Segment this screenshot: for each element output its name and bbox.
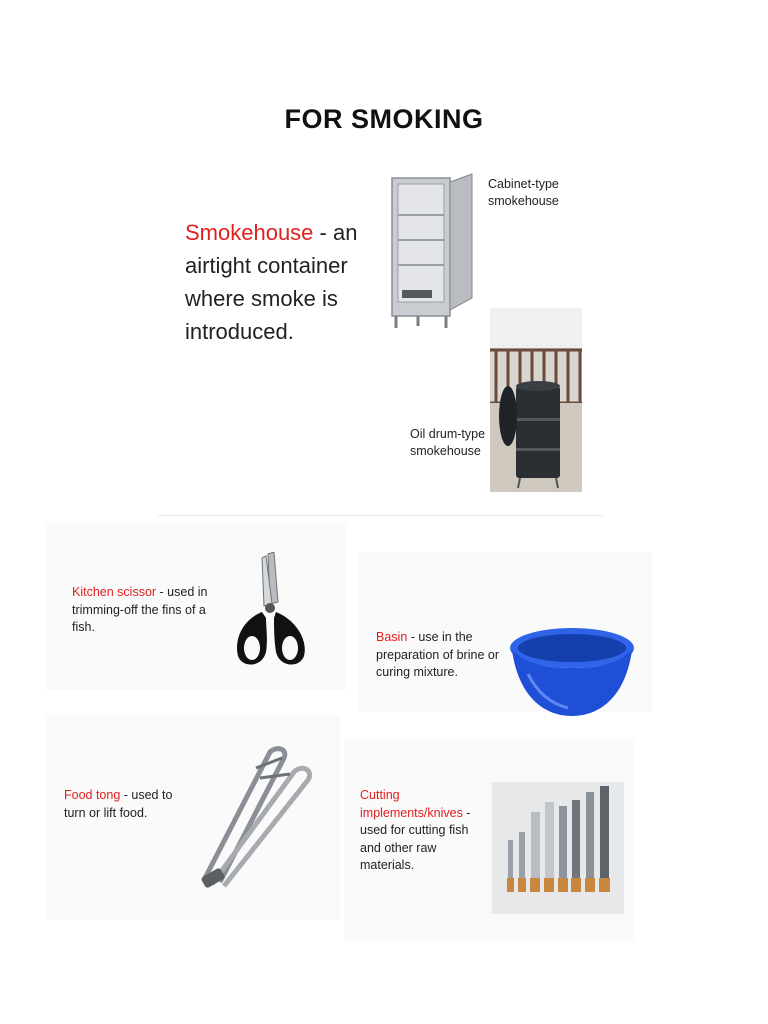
smokehouse-term: Smokehouse [185, 220, 314, 245]
section-divider [158, 515, 604, 516]
basin-text [376, 629, 506, 682]
drum-smokehouse-image [490, 308, 582, 492]
food-tong-image [198, 744, 318, 888]
cabinet-caption: Cabinet-type smokehouse [488, 177, 559, 208]
scissor-desc: - used in trimming-off the fins of a fish. [72, 585, 208, 634]
scissor-term: Kitchen scissor [72, 585, 157, 599]
drum-caption: Oil drum-type smokehouse [410, 427, 486, 458]
knives-text [360, 787, 485, 875]
basin-image [508, 624, 636, 720]
tong-desc: - used to turn or lift food. [64, 788, 173, 820]
tong-term: Food tong [64, 788, 121, 802]
kitchen-scissor-image [232, 552, 312, 670]
knives-image [492, 782, 624, 914]
knives-term: Cutting implements/knives [360, 788, 463, 820]
smokehouse-definition [185, 216, 385, 348]
basin-desc: - use in the preparation of brine or curing mixture. [376, 630, 499, 679]
scissor-text [72, 584, 212, 637]
cabinet-smokehouse-image [388, 170, 478, 330]
knives-desc: - used for cutting fish and other raw materials. [360, 805, 471, 872]
smokehouse-desc: - an airtight container where smoke is introduced. [185, 220, 358, 344]
tong-text [64, 787, 194, 822]
page-title: FOR SMOKING [284, 104, 484, 134]
basin-term: Basin [376, 630, 408, 644]
